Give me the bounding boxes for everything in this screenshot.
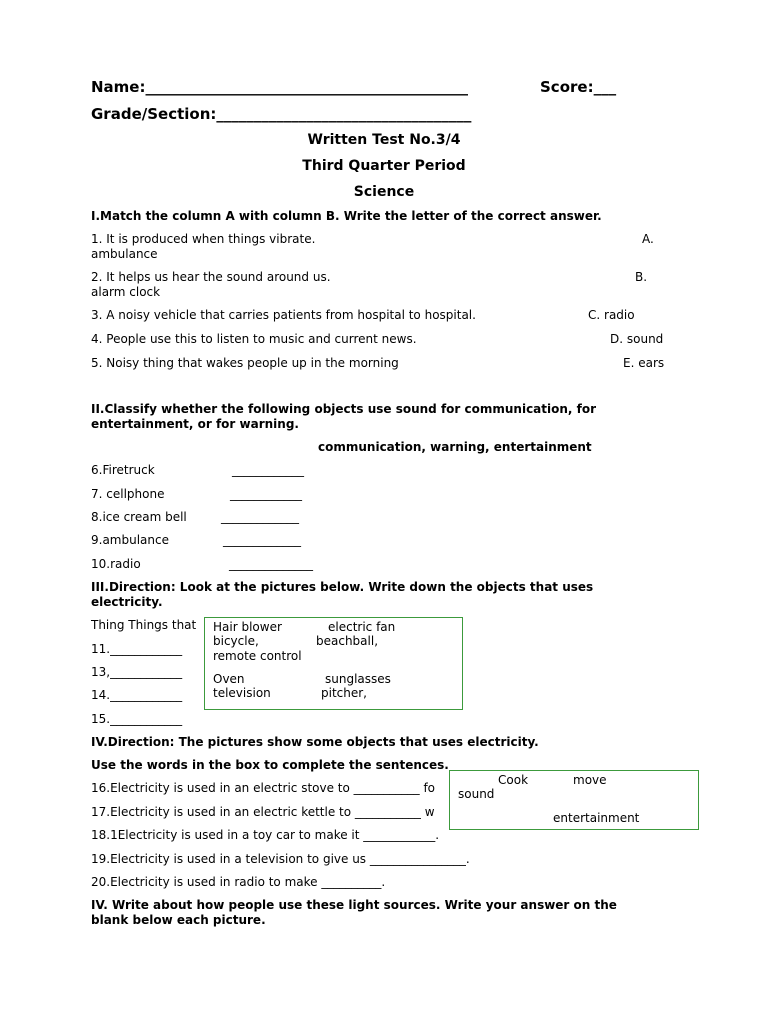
item-8-blank[interactable]: _____________ xyxy=(221,510,299,524)
part4-instruction: IV.Direction: The pictures show some objects that uses electricity. xyxy=(91,735,539,749)
word-oven: Oven xyxy=(213,672,245,686)
word-television: television xyxy=(213,686,271,700)
word-sunglasses: sunglasses xyxy=(325,672,391,686)
name-line[interactable]: Name:___________________________________________ xyxy=(91,78,468,96)
word-pitcher: pitcher, xyxy=(321,686,367,700)
item-6-label: 6.Firetruck xyxy=(91,463,155,477)
score-line[interactable]: Score:___ xyxy=(540,78,617,96)
part3-instruction-cont: electricity. xyxy=(91,595,163,609)
grade-section-line[interactable]: Grade/Section:__________________________________ xyxy=(91,105,472,123)
item-10-label: 10.radio xyxy=(91,557,141,571)
question-5: 5. Noisy thing that wakes people up in the morning xyxy=(91,356,399,370)
part3-lead: Thing Things that xyxy=(91,618,197,632)
part2-instruction-cont: entertainment, or for warning. xyxy=(91,417,299,431)
part1-instruction: I.Match the column A with column B. Write the letter of the correct answer. xyxy=(91,209,602,223)
word-remote-control: remote control xyxy=(213,649,302,663)
objects-word-box xyxy=(204,617,463,710)
sentence-word-box xyxy=(449,770,699,830)
question-2: 2. It helps us hear the sound around us. xyxy=(91,270,331,284)
subject-title: Science xyxy=(353,184,415,200)
answer-d: D. sound xyxy=(610,332,664,346)
item-10-blank[interactable]: ______________ xyxy=(229,557,313,571)
item-8-label: 8.ice cream bell xyxy=(91,510,187,524)
question-1: 1. It is produced when things vibrate. xyxy=(91,232,316,246)
word-entertainment: entertainment xyxy=(553,811,640,825)
item-9-label: 9.ambulance xyxy=(91,533,169,547)
part4-use-words: Use the words in the box to complete the sentences. xyxy=(91,758,449,772)
answer-a-letter: A. xyxy=(642,232,654,246)
item-6-blank[interactable]: ____________ xyxy=(232,463,304,477)
word-hair-blower: Hair blower xyxy=(213,620,282,634)
part5-instruction: IV. Write about how people use these light sources. Write your answer on the xyxy=(91,898,617,912)
item-14-blank[interactable]: 14.____________ xyxy=(91,688,183,702)
part5-instruction-cont: blank below each picture. xyxy=(91,913,266,927)
sentence-17[interactable]: 17.Electricity is used in an electric kettle to ___________ w xyxy=(91,805,435,819)
item-15-blank[interactable]: 15.____________ xyxy=(91,712,183,726)
sentence-19[interactable]: 19.Electricity is used in a television to give us ________________. xyxy=(91,852,470,866)
word-cook: Cook xyxy=(498,773,529,787)
sentence-20[interactable]: 20.Electricity is used in radio to make __________. xyxy=(91,875,386,889)
item-7-blank[interactable]: ____________ xyxy=(230,487,302,501)
sentence-18[interactable]: 18.1Electricity is used in a toy car to make it ____________. xyxy=(91,828,440,842)
item-9-blank[interactable]: _____________ xyxy=(223,533,301,547)
part2-choices: communication, warning, entertainment xyxy=(318,440,592,454)
test-title: Written Test No.3/4 xyxy=(307,132,461,148)
item-13-blank[interactable]: 13,____________ xyxy=(91,665,183,679)
word-beachball: beachball, xyxy=(316,634,379,648)
part2-instruction: II.Classify whether the following objects use sound for communication, for xyxy=(91,402,597,416)
question-3: 3. A noisy vehicle that carries patients from hospital to hospital. xyxy=(91,308,476,322)
word-electric-fan: electric fan xyxy=(328,620,396,634)
answer-b-text: alarm clock xyxy=(91,285,161,299)
answer-e: E. ears xyxy=(623,356,665,370)
item-7-label: 7. cellphone xyxy=(91,487,165,501)
sentence-16[interactable]: 16.Electricity is used in an electric stove to ___________ fo xyxy=(91,781,436,795)
answer-c: C. radio xyxy=(588,308,635,322)
answer-a-text: ambulance xyxy=(91,247,158,261)
item-11-blank[interactable]: 11.____________ xyxy=(91,642,183,656)
word-sound: sound xyxy=(458,787,495,801)
question-4: 4. People use this to listen to music and current news. xyxy=(91,332,417,346)
answer-b-letter: B. xyxy=(635,270,648,284)
part3-instruction: III.Direction: Look at the pictures below. Write down the objects that uses xyxy=(91,580,594,594)
word-bicycle: bicycle, xyxy=(213,634,259,648)
quarter-title: Third Quarter Period xyxy=(302,158,466,174)
word-move: move xyxy=(573,773,607,787)
